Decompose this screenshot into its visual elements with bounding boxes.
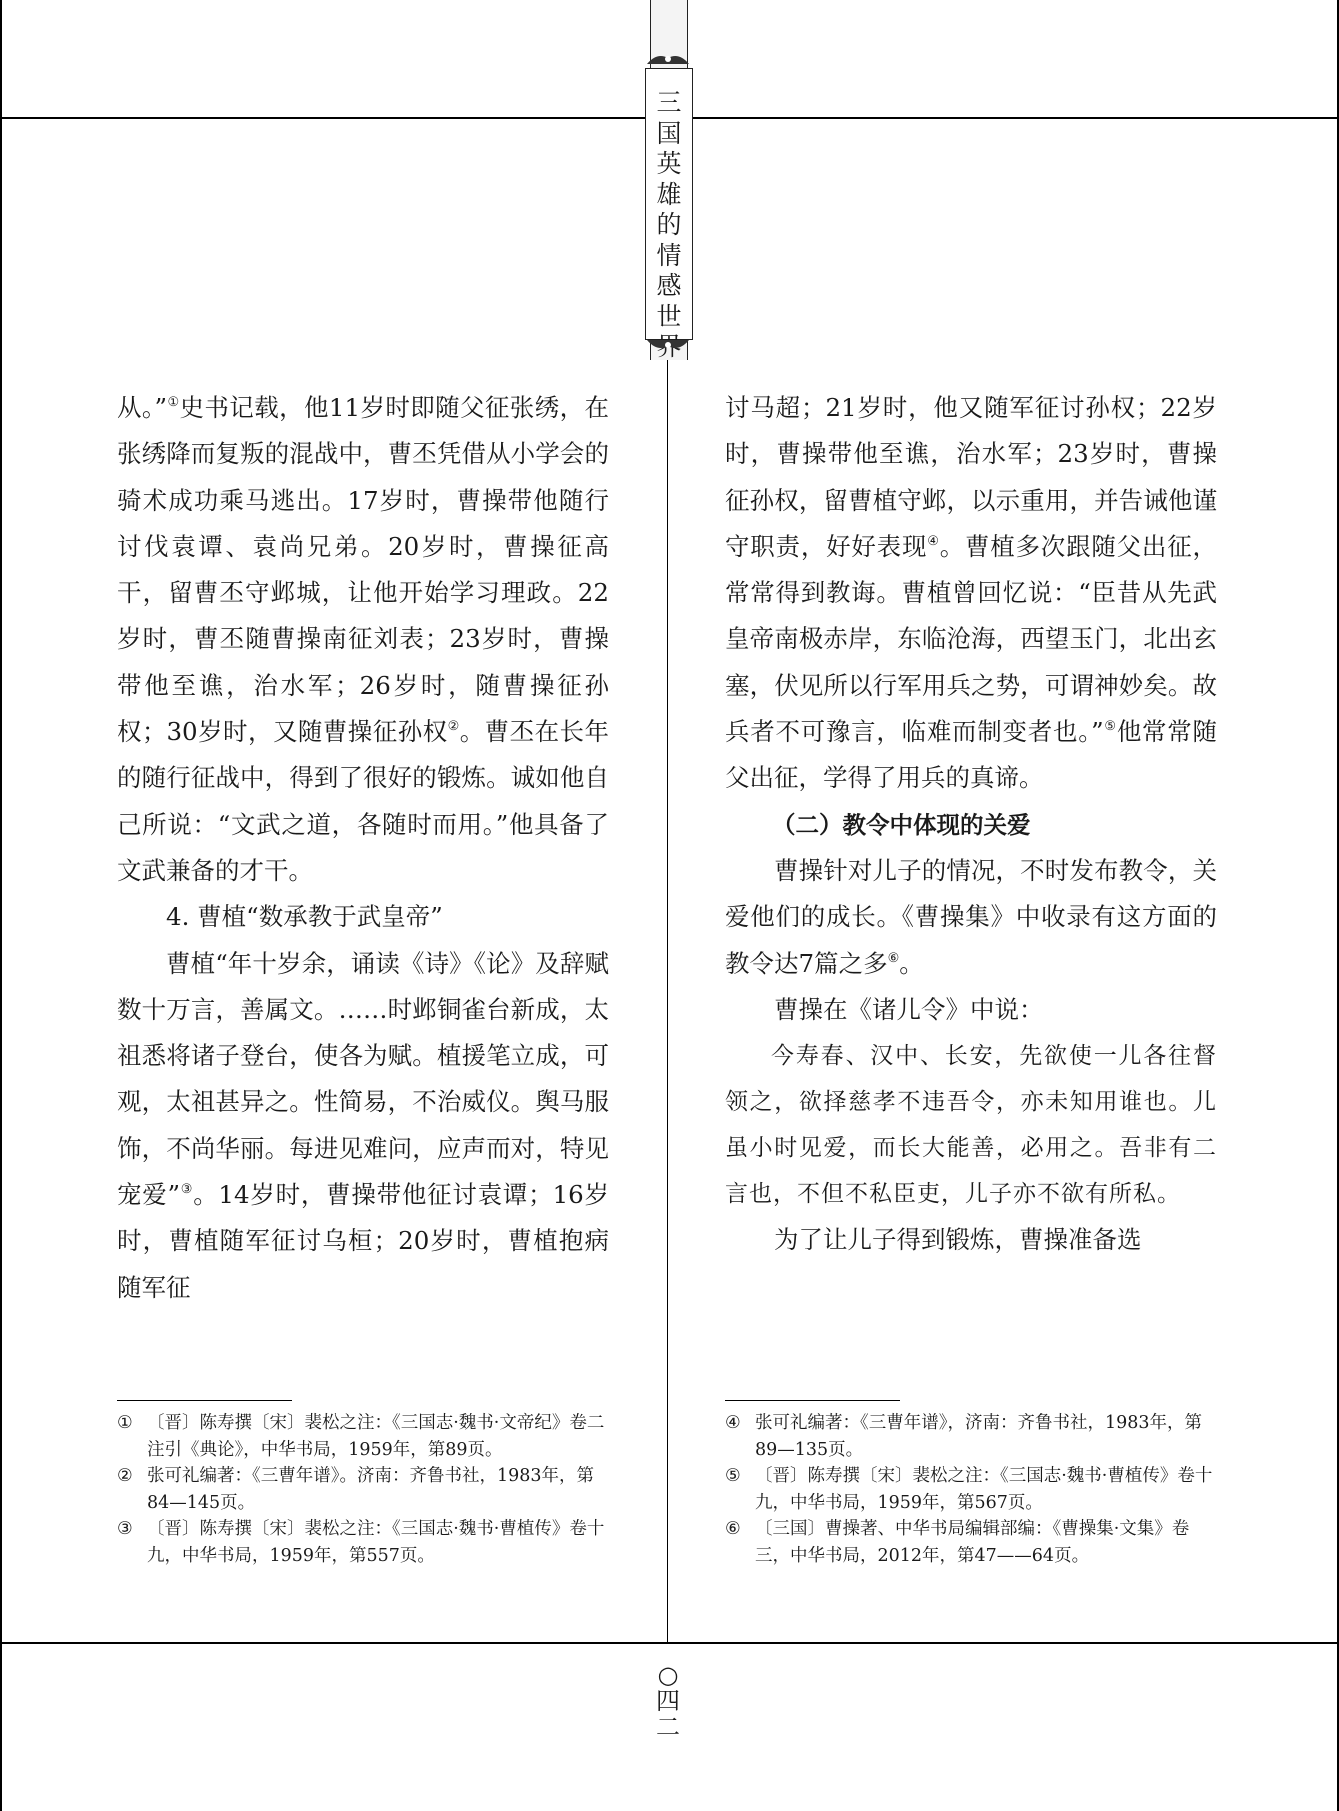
bottom-rule	[0, 1642, 1339, 1644]
footnote-number: ②	[117, 1466, 133, 1486]
footnotes-left	[117, 1410, 609, 1569]
page-number-char: 二	[656, 1713, 680, 1741]
footnote-number: ①	[117, 1413, 133, 1433]
footnote-ref[interactable]: ⑥	[887, 950, 900, 966]
section-heading	[117, 894, 609, 940]
footnote-rule-left	[117, 1400, 292, 1401]
footnote-ref[interactable]: ④	[927, 533, 940, 549]
footnote	[725, 1516, 1217, 1569]
footnote	[725, 1410, 1217, 1463]
text-run: 曹植“年十岁余，诵读《诗》《论》及辞赋数十万言，善属文。……时邺铜雀台新成，太祖悉将诸子登台，使各为赋。植援笔立成，可观，太祖甚异之。性简易，不治威仪。舆马服饰，不尚华丽。每进见难问，应声而对，特见宠爱”	[117, 948, 609, 1210]
footnote-text: 〔三国〕曹操著、中华书局编辑部编：《曹操集·文集》卷三，中华书局，2012年，第47——64页。	[755, 1519, 1190, 1566]
section-heading	[725, 802, 1217, 848]
text-run: 。14岁时，曹操带他征讨袁谭；16岁时，曹植随军征讨乌桓；20岁时，曹植抱病随军征	[117, 1180, 610, 1302]
text-run: 。曹丕在长年的随行征战中，得到了很好的锻炼。诚如他自己所说：“文武之道，各随时而用。”他具备了文武兼备的才干。	[117, 717, 609, 885]
text-run: 。曹植多次跟随父出征，常常得到教诲。曹植曾回忆说：“臣昔从先武皇帝南极赤岸，东临沧海，西望玉门，北出玄塞，伏见所以行军用兵之势，可谓神妙矣。故兵者不可豫言，临难而制变者也。”	[725, 531, 1217, 747]
footnote-ref[interactable]: ②	[447, 719, 460, 735]
footnote	[117, 1410, 609, 1463]
footnote-text: 张可礼编著：《三曹年谱》。济南：齐鲁书社，1983年，第84—145页。	[147, 1466, 595, 1513]
text-run: 4. 曹植“数承教于武皇帝”	[166, 902, 443, 932]
ornament-bottom-icon	[645, 338, 691, 352]
footnote	[117, 1516, 609, 1569]
body-paragraph	[725, 385, 1217, 802]
footnote-number: ⑥	[725, 1519, 741, 1539]
body-paragraph	[725, 987, 1217, 1033]
running-title-char: 的	[656, 210, 682, 239]
running-title-char: 世	[656, 301, 682, 331]
footnote-text: 〔晋〕陈寿撰〔宋〕裴松之注：《三国志·魏书·曹植传》卷十九，中华书局，1959年，第567页。	[755, 1466, 1213, 1513]
body-paragraph	[117, 385, 609, 894]
quoted-passage	[725, 1033, 1217, 1217]
running-title-char: 情	[656, 240, 682, 270]
body-paragraph	[117, 941, 609, 1311]
running-title	[652, 88, 686, 363]
left-column	[117, 385, 609, 1311]
running-title-char: 国	[656, 118, 682, 148]
ornament-top-icon	[645, 52, 691, 66]
text-run: 曹操在《诸儿令》中说：	[774, 994, 1044, 1024]
text-run: 。	[899, 948, 924, 978]
text-run: 讨马超；21岁时，他又随军征讨孙权；22岁时，曹操带他至谯，治水军；23岁时，曹操征孙权，留曹植守邺，以示重用，并告诫他谨守职责，好好表现	[725, 393, 1217, 561]
running-title-char: 三	[656, 88, 682, 117]
page-number-char: 四	[656, 1687, 680, 1715]
footnote-text: 〔晋〕陈寿撰〔宋〕裴松之注：《三国志·魏书·曹植传》卷十九，中华书局，1959年，第557页。	[147, 1519, 605, 1566]
running-title-char: 感	[656, 271, 682, 300]
body-paragraph	[725, 848, 1217, 987]
footnote-number: ④	[725, 1413, 741, 1433]
text-run: 从。”	[117, 393, 168, 422]
running-title-char: 雄	[656, 179, 682, 209]
footnote-ref[interactable]: ①	[167, 395, 180, 410]
footnotes-right	[725, 1410, 1217, 1569]
center-divider	[667, 360, 668, 1642]
left-border	[0, 0, 2, 1811]
page-number-char: ○	[657, 1661, 679, 1689]
footnote	[117, 1463, 609, 1516]
text-run: 曹操针对儿子的情况，不时发布教令，关爱他们的成长。《曹操集》中收录有这方面的教令达7篇之多	[725, 855, 1217, 978]
running-title-char: 英	[656, 149, 682, 178]
text-run: 史书记载，他11岁时即随父征张绣，在张绣降而复叛的混战中，曹丕凭借从小学会的骑术成功乘马逃出。17岁时，曹操带他随行讨伐袁谭、袁尚兄弟。20岁时，曹操征高干，留曹丕守邺城，让他开始学习理政。22岁时，曹丕随曹操南征刘表；23岁时，曹操带他至谯，治水军；26岁时，随曹操征孙权；30岁时，又随曹操征孙权	[117, 393, 609, 747]
text-run: 今寿春、汉中、长安，先欲使一儿各往督领之，欲择慈孝不违吾令，亦未知用谁也。儿虽小时见爱，而长大能善，必用之。吾非有二言也，不但不私臣吏，儿子亦不欲有所私。	[725, 1043, 1217, 1208]
footnote-text: 张可礼编著：《三曹年谱》，济南：齐鲁书社，1983年，第89—135页。	[755, 1413, 1203, 1460]
right-column	[725, 385, 1217, 1263]
footnote	[725, 1463, 1217, 1516]
body-paragraph	[725, 1217, 1217, 1263]
text-run: （二）教令中体现的关爱	[772, 810, 1031, 839]
footnote-number: ⑤	[725, 1466, 741, 1486]
footnote-ref[interactable]: ③	[180, 1182, 194, 1198]
footnote-rule-right	[725, 1400, 900, 1401]
text-run: 为了让儿子得到锻炼，曹操准备选	[774, 1225, 1142, 1255]
footnote-ref[interactable]: ⑤	[1103, 719, 1117, 735]
footnote-text: 〔晋〕陈寿撰〔宋〕裴松之注：《三国志·魏书·文帝纪》卷二注引《典论》，中华书局，1959年，第89页。	[147, 1413, 605, 1460]
page-number	[650, 1662, 686, 1740]
text-run: 他常常随父出征，学得了用兵的真谛。	[725, 717, 1218, 793]
footnote-number: ③	[117, 1519, 133, 1539]
